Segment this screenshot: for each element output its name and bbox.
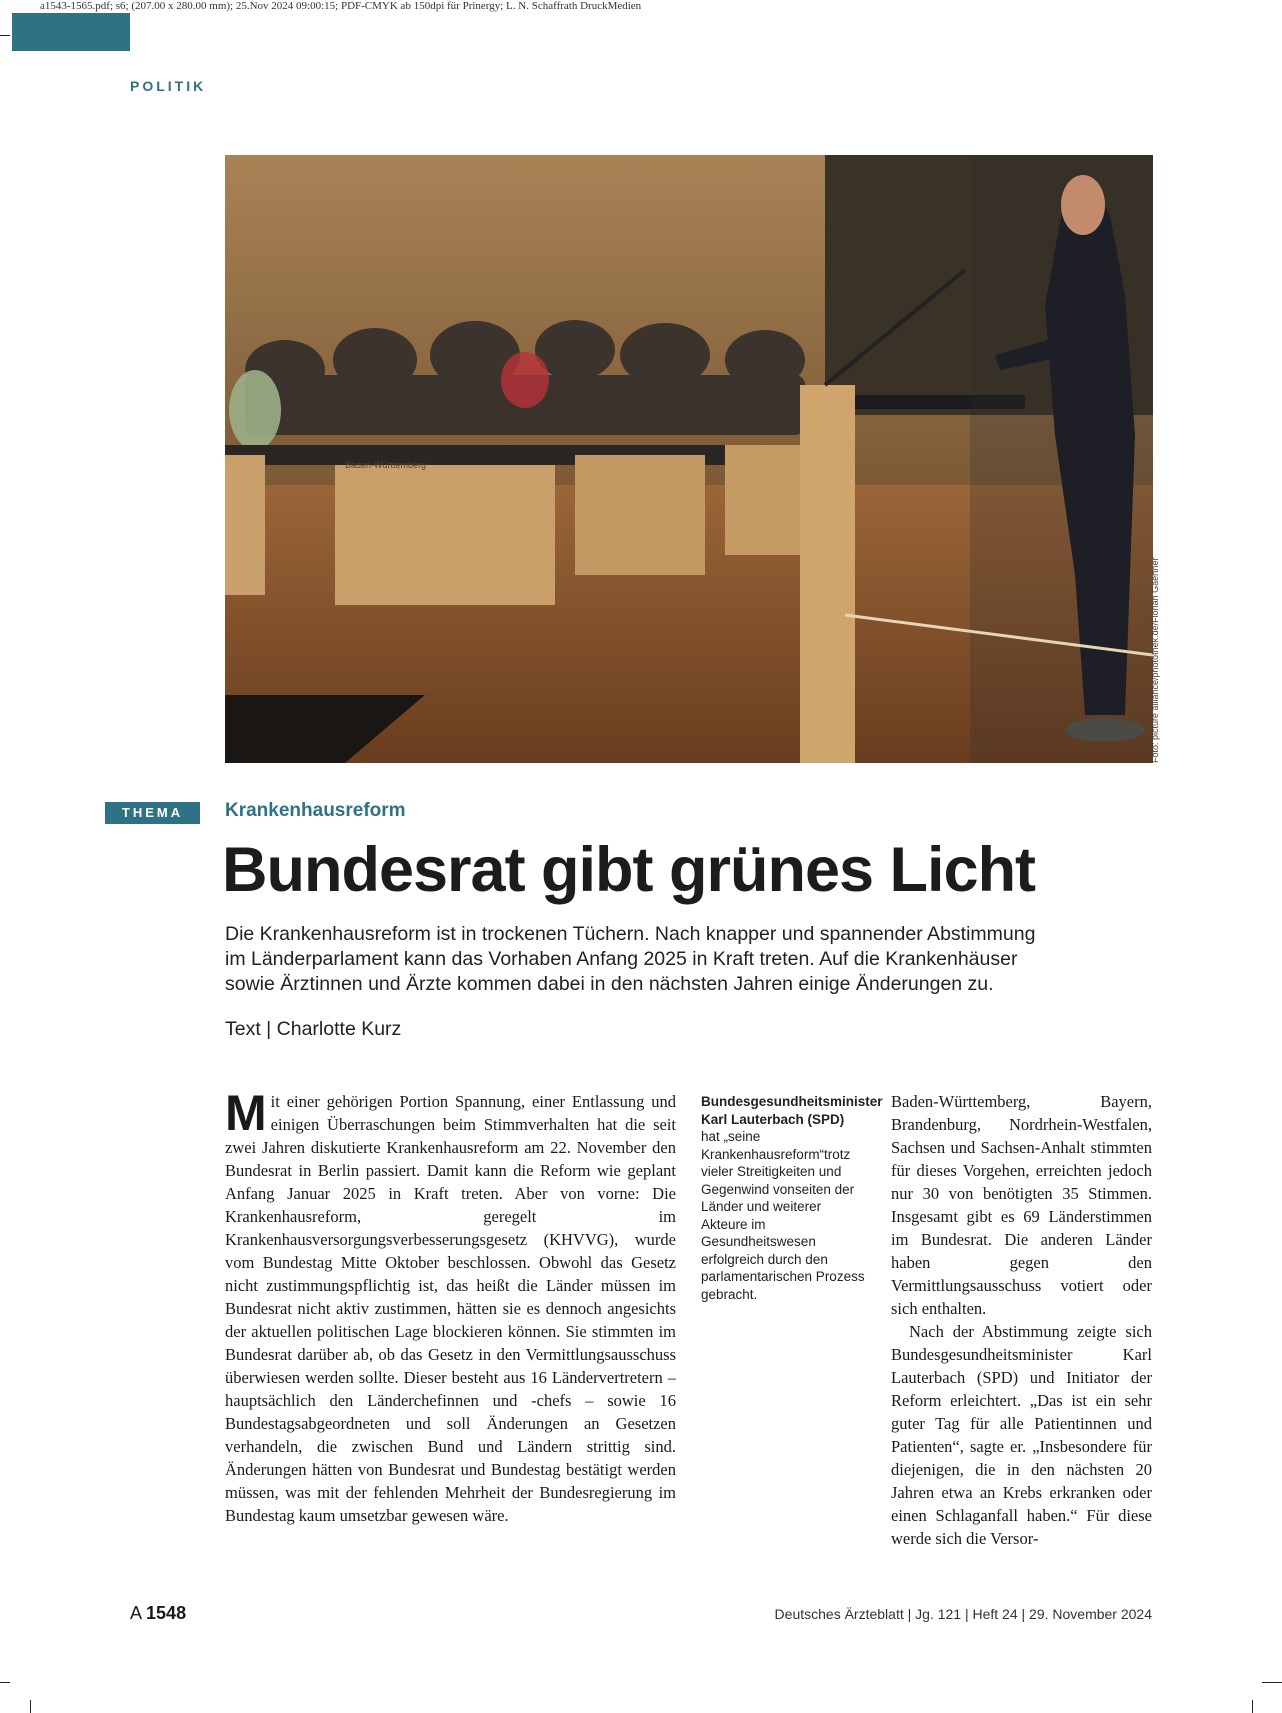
photo-illustration xyxy=(225,155,1153,763)
section-color-bar xyxy=(12,13,130,51)
article-kicker: Krankenhausreform xyxy=(225,800,406,821)
article-headline: Bundesrat gibt grünes Licht xyxy=(222,835,1036,905)
page-prefix: A xyxy=(130,1603,142,1623)
caption-lead: Bundesgesundheitsminister Karl Lauterbach (SPD) xyxy=(701,1094,883,1127)
thema-badge: THEMA xyxy=(105,802,200,824)
photo-credit: Foto: picture alliance/photothek.de/Florian Gaertner xyxy=(1150,557,1160,763)
section-label: POLITIK xyxy=(130,78,207,94)
body-column-3 xyxy=(891,1090,1152,1550)
drop-cap: M xyxy=(225,1085,267,1141)
crop-mark xyxy=(1252,1700,1253,1713)
page-number xyxy=(130,1603,186,1624)
body-paragraph: Baden-Württemberg, Bayern, Brandenburg, Nordrhein-Westfalen, Sachsen und Sachsen-Anhalt stimmten für dieses Vorgehen, erreichten jedoch nur 30 von benötigten 35 Stimmen. Insgesamt gibt es 69 Länderstimmen im Bundesrat. Die anderen Länder haben gegen den Vermittlungsausschuss votiert oder sich enthalten. xyxy=(891,1092,1152,1318)
crop-mark xyxy=(30,1700,31,1713)
crop-mark xyxy=(1262,1682,1282,1683)
page-number-value: 1548 xyxy=(146,1603,187,1623)
issue-info: Deutsches Ärzteblatt | Jg. 121 | Heft 24 | 29. November 2024 xyxy=(774,1606,1152,1622)
body-column-1 xyxy=(225,1085,676,1527)
article-byline: Text | Charlotte Kurz xyxy=(225,1018,402,1040)
article-lead: Die Krankenhausreform ist in trockenen Tüchern. Nach knapper und spannender Abstimmung im Länderparlament kann das Vorhaben Anfang 2025 in Kraft treten. Auf die Krankenhäuser sowie Ärztinnen und Ärzte kommen dabei in den nächsten Jahren einige Änderungen zu. xyxy=(225,923,1036,995)
crop-mark xyxy=(0,1682,10,1683)
desk-nameplate: Baden-Württemberg xyxy=(345,460,427,470)
print-slug: a1543-1565.pdf; s6; (207.00 x 280.00 mm); 25.Nov 2024 09:00:15; PDF-CMYK ab 150dpi für Prinergy; L. N. Schaffrath DruckMedien xyxy=(40,0,642,12)
body-text: it einer gehörigen Portion Spannung, einer Entlassung und einigen Überraschungen beim Stimmverhalten hat die seit zwei Jahren diskutierte Krankenhausreform am 22. November den Bundesrat in Berlin passiert. Damit kann die Reform wie geplant Anfang Januar 2025 in Kraft treten. Aber von vorne: Die Krankenhausreform, geregelt im Krankenhausversorgungsverbesserungsgesetz (KHVVG), wurde vom Bundestag Mitte Oktober beschlossen. Obwohl das Gesetz nicht zustimmungspflichtig ist, das heißt die Länder müssen im Bundesrat nicht aktiv zustimmen, hätten sie es dennoch angesichts der aktuellen politischen Lage blockieren können. Sie stimmten im Bundesrat darüber ab, ob das Gesetz in den Vermittlungsausschuss überwiesen werden sollte. Dieser besteht aus 16 Ländervertretern – hauptsächlich den Länderchefinnen und -chefs – sowie 16 Bundestagsabgeordneten und soll Änderungen an Gesetzen verhandeln, die zwischen Bund und Ländern strittig sind. Änderungen hätten von Bundesrat und Bundestag bestätigt werden müssen, was mit der fehlenden Mehrheit der Bundesregierung im Bundestag kaum umsetzbar gewesen wäre. xyxy=(225,1092,676,1525)
body-paragraph: Nach der Abstimmung zeigte sich Bundesgesundheitsminister Karl Lauterbach (SPD) und Initiator der Reform erleichtert. „Das ist ein sehr guter Tag für alle Patientinnen und Patienten“, sagte er. „Insbesondere für diejenigen, die in den nächsten 20 Jahren etwa an Krebs erkranken oder einen Schlaganfall haben.“ Für diese werde sich die Versor- xyxy=(891,1322,1152,1548)
photo-caption xyxy=(701,1093,883,1303)
crop-mark xyxy=(0,35,10,36)
article-photo xyxy=(225,155,1153,763)
caption-text: hat „seine Krankenhausreform“trotz vieler Streitigkeiten und Gegenwind vonseiten der Länder und weiterer Akteure im Gesundheitswesen erfolgreich durch den parlamentarischen Prozess gebracht. xyxy=(701,1129,865,1302)
